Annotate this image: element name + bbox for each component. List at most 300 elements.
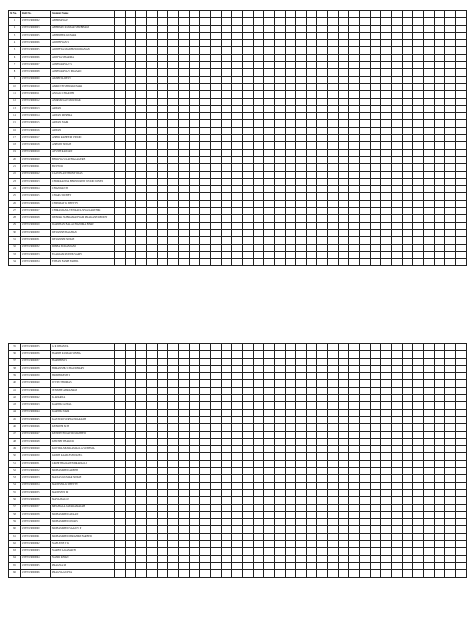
attendance-cell bbox=[296, 62, 307, 69]
attendance-cell bbox=[168, 18, 179, 25]
attendance-cell bbox=[221, 497, 232, 504]
attendance-cell bbox=[381, 47, 392, 54]
attendance-cell bbox=[456, 54, 467, 61]
attendance-cell bbox=[424, 193, 435, 200]
attendance-cell bbox=[210, 164, 221, 171]
attendance-cell bbox=[232, 380, 243, 387]
attendance-cell bbox=[189, 482, 200, 489]
attendance-cell bbox=[253, 541, 264, 548]
attendance-cell bbox=[157, 193, 168, 200]
attendance-cell bbox=[210, 402, 221, 409]
attendance-cell bbox=[328, 98, 339, 105]
serial-number: 19 bbox=[9, 149, 21, 156]
attendance-cell bbox=[445, 91, 456, 98]
attendance-cell bbox=[338, 555, 349, 562]
attendance-cell bbox=[146, 475, 157, 482]
attendance-cell bbox=[253, 533, 264, 540]
attendance-cell bbox=[274, 351, 285, 358]
attendance-cell bbox=[200, 229, 211, 236]
attendance-cell bbox=[402, 186, 413, 193]
attendance-cell bbox=[413, 171, 424, 178]
attendance-cell bbox=[424, 424, 435, 431]
attendance-cell bbox=[424, 215, 435, 222]
attendance-cell bbox=[253, 416, 264, 423]
attendance-cell bbox=[115, 519, 126, 526]
attendance-cell bbox=[306, 468, 317, 475]
attendance-cell bbox=[221, 504, 232, 511]
attendance-cell bbox=[125, 475, 136, 482]
attendance-cell bbox=[445, 208, 456, 215]
attendance-cell bbox=[456, 541, 467, 548]
attendance-cell bbox=[338, 47, 349, 54]
attendance-cell bbox=[317, 98, 328, 105]
attendance-cell bbox=[328, 142, 339, 149]
attendance-cell bbox=[360, 142, 371, 149]
attendance-cell bbox=[381, 475, 392, 482]
attendance-cell bbox=[445, 40, 456, 47]
attendance-cell bbox=[306, 237, 317, 244]
attendance-cell bbox=[157, 548, 168, 555]
attendance-cell bbox=[200, 18, 211, 25]
student-name: ELAKIAM PONNUSAMY bbox=[51, 251, 115, 258]
attendance-cell bbox=[210, 237, 221, 244]
attendance-cell bbox=[189, 178, 200, 185]
attendance-cell bbox=[413, 251, 424, 258]
attendance-cell bbox=[189, 149, 200, 156]
attendance-cell bbox=[157, 186, 168, 193]
attendance-cell bbox=[434, 142, 445, 149]
attendance-cell bbox=[413, 120, 424, 127]
attendance-cell bbox=[242, 62, 253, 69]
attendance-cell bbox=[413, 200, 424, 207]
attendance-cell bbox=[168, 32, 179, 39]
attendance-cell bbox=[402, 222, 413, 229]
attendance-cell bbox=[317, 142, 328, 149]
attendance-cell bbox=[232, 32, 243, 39]
attendance-cell bbox=[317, 504, 328, 511]
attendance-cell bbox=[115, 468, 126, 475]
attendance-cell bbox=[264, 365, 275, 372]
attendance-cell bbox=[445, 387, 456, 394]
attendance-cell bbox=[370, 504, 381, 511]
attendance-cell bbox=[296, 416, 307, 423]
attendance-cell bbox=[413, 548, 424, 555]
attendance-cell bbox=[445, 453, 456, 460]
attendance-cell bbox=[349, 468, 360, 475]
attendance-cell bbox=[360, 438, 371, 445]
attendance-cell bbox=[178, 409, 189, 416]
attendance-cell bbox=[381, 562, 392, 569]
attendance-cell bbox=[157, 83, 168, 90]
attendance-cell bbox=[445, 541, 456, 548]
attendance-table-1 bbox=[8, 10, 467, 266]
serial-number: 31 bbox=[9, 237, 21, 244]
attendance-cell bbox=[413, 387, 424, 394]
attendance-cell bbox=[328, 40, 339, 47]
attendance-cell bbox=[434, 105, 445, 112]
attendance-cell bbox=[221, 344, 232, 351]
attendance-cell bbox=[306, 511, 317, 518]
attendance-cell bbox=[178, 387, 189, 394]
attendance-cell bbox=[264, 244, 275, 251]
header-roll-no: Roll No. bbox=[21, 11, 51, 18]
attendance-cell bbox=[146, 497, 157, 504]
attendance-cell bbox=[360, 62, 371, 69]
attendance-cell bbox=[413, 32, 424, 39]
attendance-cell bbox=[413, 460, 424, 467]
attendance-cell bbox=[200, 504, 211, 511]
attendance-cell bbox=[445, 171, 456, 178]
attendance-cell bbox=[232, 453, 243, 460]
attendance-cell bbox=[434, 222, 445, 229]
attendance-cell bbox=[168, 178, 179, 185]
attendance-cell bbox=[328, 127, 339, 134]
attendance-cell bbox=[232, 69, 243, 76]
attendance-cell bbox=[402, 69, 413, 76]
attendance-cell bbox=[381, 193, 392, 200]
attendance-cell bbox=[456, 69, 467, 76]
attendance-cell bbox=[402, 25, 413, 32]
attendance-cell bbox=[434, 358, 445, 365]
attendance-cell bbox=[157, 424, 168, 431]
attendance-cell bbox=[157, 526, 168, 533]
attendance-cell bbox=[296, 251, 307, 258]
attendance-cell bbox=[381, 344, 392, 351]
attendance-cell bbox=[168, 229, 179, 236]
attendance-cell bbox=[424, 135, 435, 142]
attendance-cell bbox=[200, 424, 211, 431]
attendance-cell bbox=[360, 387, 371, 394]
attendance-cell bbox=[413, 365, 424, 372]
attendance-cell bbox=[456, 438, 467, 445]
attendance-cell bbox=[178, 142, 189, 149]
attendance-cell bbox=[338, 438, 349, 445]
table-row bbox=[9, 215, 467, 222]
attendance-cell bbox=[242, 40, 253, 47]
attendance-cell bbox=[456, 424, 467, 431]
roll-number: 2337013000009 bbox=[21, 76, 51, 83]
attendance-cell bbox=[115, 91, 126, 98]
attendance-cell bbox=[200, 186, 211, 193]
attendance-cell bbox=[445, 358, 456, 365]
attendance-cell bbox=[115, 11, 126, 18]
attendance-cell bbox=[445, 562, 456, 569]
attendance-cell bbox=[456, 475, 467, 482]
attendance-cell bbox=[424, 468, 435, 475]
attendance-cell bbox=[456, 548, 467, 555]
attendance-cell bbox=[456, 91, 467, 98]
attendance-cell bbox=[434, 186, 445, 193]
attendance-cell bbox=[306, 489, 317, 496]
attendance-cell bbox=[424, 358, 435, 365]
serial-number: 25 bbox=[9, 193, 21, 200]
attendance-cell bbox=[370, 62, 381, 69]
attendance-cell bbox=[125, 113, 136, 120]
attendance-cell bbox=[328, 519, 339, 526]
attendance-cell bbox=[306, 127, 317, 134]
attendance-cell bbox=[306, 373, 317, 380]
attendance-cell bbox=[402, 83, 413, 90]
attendance-cell bbox=[402, 208, 413, 215]
attendance-cell bbox=[413, 164, 424, 171]
attendance-cell bbox=[360, 186, 371, 193]
attendance-cell bbox=[424, 526, 435, 533]
attendance-cell bbox=[253, 570, 264, 577]
attendance-cell bbox=[189, 380, 200, 387]
attendance-cell bbox=[264, 251, 275, 258]
attendance-cell bbox=[168, 511, 179, 518]
attendance-cell bbox=[296, 548, 307, 555]
attendance-cell bbox=[434, 171, 445, 178]
attendance-cell bbox=[125, 156, 136, 163]
attendance-cell bbox=[445, 416, 456, 423]
roll-number: 2337013000048 bbox=[21, 438, 51, 445]
attendance-cell bbox=[349, 105, 360, 112]
attendance-cell bbox=[146, 446, 157, 453]
attendance-cell bbox=[338, 446, 349, 453]
attendance-cell bbox=[178, 229, 189, 236]
attendance-cell bbox=[200, 395, 211, 402]
attendance-cell bbox=[349, 164, 360, 171]
attendance-cell bbox=[360, 40, 371, 47]
table-row bbox=[9, 409, 467, 416]
attendance-cell bbox=[370, 555, 381, 562]
attendance-cell bbox=[115, 533, 126, 540]
attendance-cell bbox=[328, 83, 339, 90]
attendance-cell bbox=[349, 562, 360, 569]
attendance-cell bbox=[381, 373, 392, 380]
attendance-cell bbox=[296, 69, 307, 76]
attendance-cell bbox=[445, 438, 456, 445]
attendance-cell bbox=[402, 446, 413, 453]
attendance-cell bbox=[285, 526, 296, 533]
attendance-cell bbox=[136, 18, 147, 25]
attendance-cell bbox=[285, 200, 296, 207]
attendance-cell bbox=[242, 200, 253, 207]
attendance-cell bbox=[317, 489, 328, 496]
attendance-cell bbox=[392, 259, 403, 266]
attendance-cell bbox=[296, 424, 307, 431]
table-row bbox=[9, 351, 467, 358]
attendance-cell bbox=[264, 460, 275, 467]
attendance-cell bbox=[360, 358, 371, 365]
attendance-cell bbox=[456, 519, 467, 526]
attendance-cell bbox=[445, 373, 456, 380]
roll-number: 2337013000052 bbox=[21, 468, 51, 475]
attendance-cell bbox=[125, 149, 136, 156]
attendance-cell bbox=[125, 142, 136, 149]
attendance-cell bbox=[168, 351, 179, 358]
attendance-cell bbox=[402, 438, 413, 445]
attendance-cell bbox=[242, 156, 253, 163]
attendance-cell bbox=[125, 251, 136, 258]
attendance-cell bbox=[157, 32, 168, 39]
attendance-cell bbox=[210, 105, 221, 112]
attendance-cell bbox=[146, 186, 157, 193]
attendance-cell bbox=[392, 83, 403, 90]
attendance-cell bbox=[253, 344, 264, 351]
serial-number: 54 bbox=[9, 482, 21, 489]
attendance-cell bbox=[200, 142, 211, 149]
attendance-cell bbox=[157, 489, 168, 496]
attendance-cell bbox=[200, 475, 211, 482]
attendance-cell bbox=[434, 526, 445, 533]
student-name: CHIRAMANA VENKATA SIVA KARTHIK bbox=[51, 208, 115, 215]
attendance-cell bbox=[264, 489, 275, 496]
attendance-cell bbox=[392, 193, 403, 200]
attendance-cell bbox=[381, 570, 392, 577]
serial-number: 40 bbox=[9, 380, 21, 387]
attendance-cell bbox=[328, 460, 339, 467]
attendance-cell bbox=[328, 365, 339, 372]
student-name: DEVANSHI SINGH bbox=[51, 237, 115, 244]
attendance-cell bbox=[370, 358, 381, 365]
table-row bbox=[9, 482, 467, 489]
attendance-cell bbox=[274, 171, 285, 178]
attendance-cell bbox=[285, 416, 296, 423]
attendance-cell bbox=[381, 135, 392, 142]
attendance-cell bbox=[157, 373, 168, 380]
attendance-cell bbox=[274, 548, 285, 555]
attendance-cell bbox=[125, 186, 136, 193]
attendance-cell bbox=[402, 251, 413, 258]
attendance-cell bbox=[424, 562, 435, 569]
student-name: KASTURI SURYA PRAKASH bbox=[51, 416, 115, 423]
attendance-cell bbox=[370, 526, 381, 533]
attendance-cell bbox=[338, 11, 349, 18]
serial-number: 58 bbox=[9, 511, 21, 518]
attendance-cell bbox=[456, 171, 467, 178]
attendance-cell bbox=[445, 200, 456, 207]
attendance-cell bbox=[349, 555, 360, 562]
attendance-cell bbox=[317, 215, 328, 222]
attendance-cell bbox=[360, 519, 371, 526]
attendance-cell bbox=[146, 453, 157, 460]
attendance-cell bbox=[221, 424, 232, 431]
attendance-cell bbox=[349, 351, 360, 358]
attendance-cell bbox=[125, 344, 136, 351]
attendance-cell bbox=[370, 533, 381, 540]
attendance-cell bbox=[338, 431, 349, 438]
attendance-cell bbox=[210, 431, 221, 438]
attendance-cell bbox=[285, 387, 296, 394]
attendance-cell bbox=[178, 259, 189, 266]
attendance-cell bbox=[424, 164, 435, 171]
attendance-cell bbox=[221, 62, 232, 69]
attendance-cell bbox=[424, 511, 435, 518]
table-row bbox=[9, 186, 467, 193]
attendance-cell bbox=[434, 54, 445, 61]
attendance-cell bbox=[210, 482, 221, 489]
attendance-cell bbox=[456, 431, 467, 438]
attendance-cell bbox=[125, 460, 136, 467]
attendance-cell bbox=[232, 237, 243, 244]
attendance-cell bbox=[189, 135, 200, 142]
attendance-cell bbox=[381, 11, 392, 18]
attendance-cell bbox=[146, 237, 157, 244]
attendance-cell bbox=[392, 497, 403, 504]
roll-number: 2337013000019 bbox=[21, 149, 51, 156]
attendance-cell bbox=[168, 91, 179, 98]
attendance-cell bbox=[434, 237, 445, 244]
attendance-cell bbox=[242, 186, 253, 193]
attendance-cell bbox=[157, 25, 168, 32]
attendance-cell bbox=[434, 164, 445, 171]
attendance-cell bbox=[285, 453, 296, 460]
table-row bbox=[9, 475, 467, 482]
attendance-cell bbox=[434, 32, 445, 39]
attendance-cell bbox=[168, 446, 179, 453]
attendance-cell bbox=[200, 171, 211, 178]
attendance-cell bbox=[413, 18, 424, 25]
attendance-cell bbox=[178, 62, 189, 69]
attendance-cell bbox=[317, 186, 328, 193]
attendance-cell bbox=[125, 431, 136, 438]
attendance-cell bbox=[168, 555, 179, 562]
attendance-cell bbox=[125, 387, 136, 394]
attendance-cell bbox=[285, 373, 296, 380]
roll-number: 2337013000003 bbox=[21, 25, 51, 32]
attendance-cell bbox=[168, 69, 179, 76]
attendance-cell bbox=[125, 120, 136, 127]
attendance-cell bbox=[424, 497, 435, 504]
attendance-cell bbox=[178, 156, 189, 163]
attendance-cell bbox=[274, 11, 285, 18]
attendance-cell bbox=[370, 541, 381, 548]
attendance-cell bbox=[221, 98, 232, 105]
attendance-cell bbox=[189, 54, 200, 61]
serial-number: 4 bbox=[9, 40, 21, 47]
attendance-cell bbox=[328, 76, 339, 83]
attendance-cell bbox=[285, 237, 296, 244]
attendance-cell bbox=[210, 62, 221, 69]
roll-number: 2337013000037 bbox=[21, 358, 51, 365]
attendance-cell bbox=[146, 438, 157, 445]
attendance-cell bbox=[232, 431, 243, 438]
attendance-cell bbox=[424, 127, 435, 134]
attendance-cell bbox=[413, 351, 424, 358]
attendance-cell bbox=[157, 98, 168, 105]
attendance-cell bbox=[338, 570, 349, 577]
attendance-cell bbox=[115, 193, 126, 200]
attendance-cell bbox=[424, 344, 435, 351]
attendance-cell bbox=[115, 438, 126, 445]
attendance-cell bbox=[232, 533, 243, 540]
attendance-cell bbox=[264, 83, 275, 90]
attendance-cell bbox=[232, 475, 243, 482]
attendance-cell bbox=[210, 149, 221, 156]
attendance-cell bbox=[189, 475, 200, 482]
attendance-cell bbox=[338, 519, 349, 526]
attendance-cell bbox=[200, 373, 211, 380]
roll-number: 2337013000002 bbox=[21, 18, 51, 25]
attendance-cell bbox=[157, 402, 168, 409]
attendance-cell bbox=[392, 222, 403, 229]
attendance-cell bbox=[136, 251, 147, 258]
attendance-cell bbox=[456, 259, 467, 266]
attendance-cell bbox=[392, 54, 403, 61]
attendance-cell bbox=[296, 468, 307, 475]
attendance-cell bbox=[253, 548, 264, 555]
attendance-cell bbox=[232, 164, 243, 171]
student-name: MANISHA K SHETTY bbox=[51, 482, 115, 489]
roll-number: 2337013000028 bbox=[21, 215, 51, 222]
attendance-cell bbox=[210, 54, 221, 61]
attendance-cell bbox=[296, 475, 307, 482]
attendance-cell bbox=[285, 18, 296, 25]
attendance-cell bbox=[456, 215, 467, 222]
attendance-cell bbox=[178, 237, 189, 244]
